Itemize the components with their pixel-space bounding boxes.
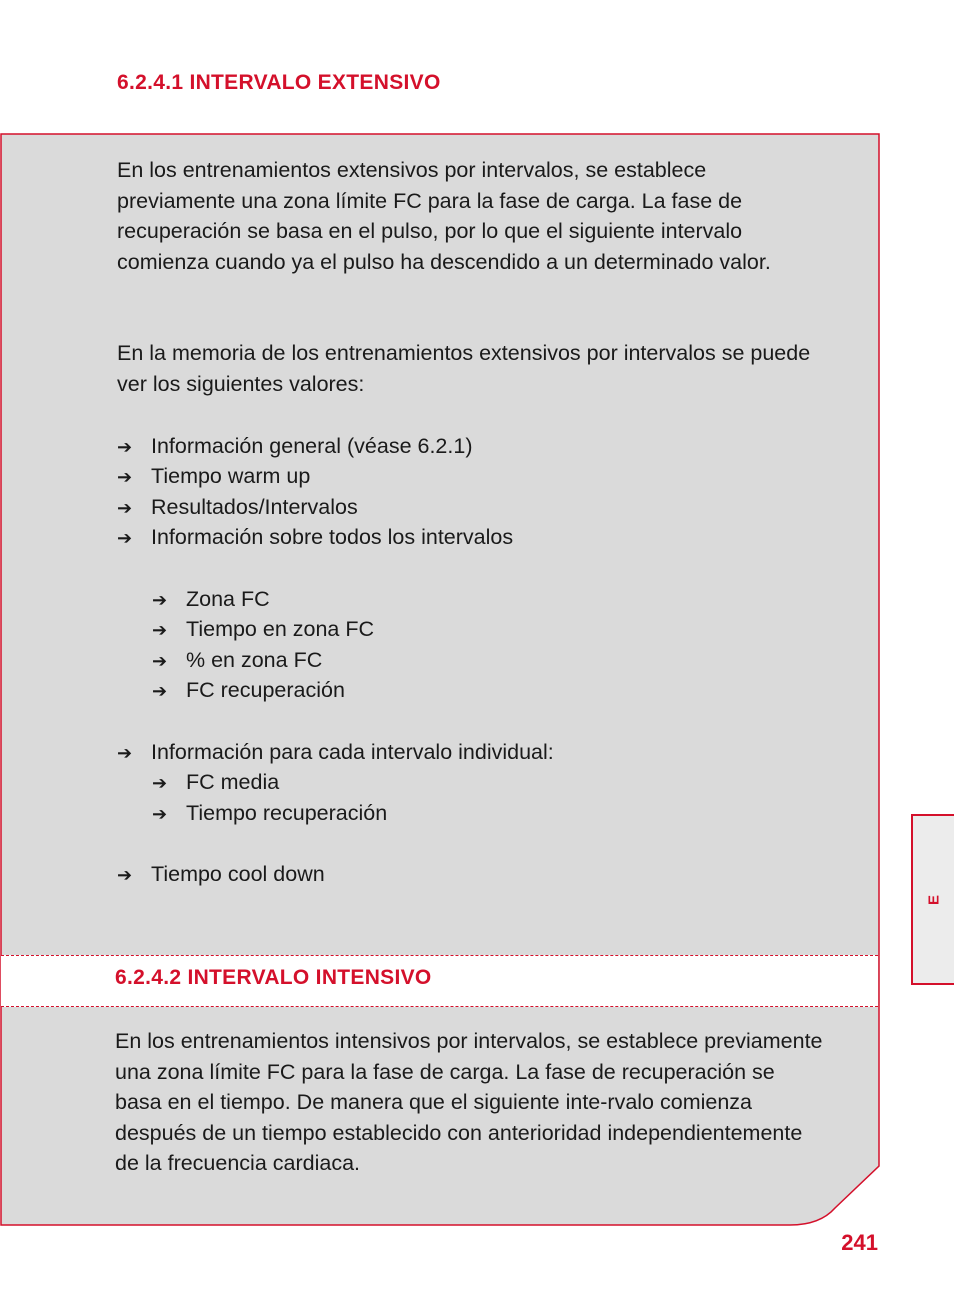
paragraph-intensivo: En los entrenamientos intensivos por intervalos, se establece previamente una zona límite FC para la fase de carga. La fase de recuperación se basa en el tiempo. De manera que el siguiente inte-rvalo comienza después de un tiempo establecido con anterioridad independientemente de la frecuencia cardiaca. xyxy=(115,1029,823,1176)
paragraph-extensivo-intro: En los entrenamientos extensivos por intervalos, se establece previamente una zona límite FC para la fase de carga. La fase de recuperación se basa en el pulso, por lo que el siguiente intervalo comienza cuando ya el pulso ha descendido a un determinado valor. xyxy=(117,158,771,274)
paragraph-extensivo-memory: En la memoria de los entrenamientos extensivos por intervalos se puede ver los siguientes valores: xyxy=(117,341,811,396)
list-item: ➔ Información sobre todos los intervalos xyxy=(117,522,513,553)
sublist-item: ➔ % en zona FC xyxy=(152,645,322,676)
sublist-item: ➔ Zona FC xyxy=(152,584,270,615)
arrow-icon: ➔ xyxy=(117,437,133,457)
arrow-icon: ➔ xyxy=(152,773,168,793)
list-item: ➔ Tiempo cool down xyxy=(117,859,325,890)
arrow-icon: ➔ xyxy=(117,467,133,487)
language-tab-letter: E xyxy=(925,894,942,905)
sublist-item: ➔ Tiempo en zona FC xyxy=(152,614,374,645)
sublist-item: ➔ Tiempo recuperación xyxy=(152,798,387,829)
arrow-icon: ➔ xyxy=(152,651,168,671)
language-tab xyxy=(911,814,954,985)
arrow-icon: ➔ xyxy=(117,528,133,548)
sublist-item: ➔ FC media xyxy=(152,767,279,798)
arrow-icon: ➔ xyxy=(152,620,168,640)
arrow-icon: ➔ xyxy=(152,681,168,701)
arrow-icon: ➔ xyxy=(152,590,168,610)
page-number: 241 xyxy=(841,1230,878,1255)
section-heading-extensivo: 6.2.4.1 INTERVALO EXTENSIVO xyxy=(117,71,441,94)
arrow-icon: ➔ xyxy=(117,743,133,763)
arrow-icon: ➔ xyxy=(117,865,133,885)
section-heading-intensivo: 6.2.4.2 INTERVALO INTENSIVO xyxy=(115,966,432,989)
list-item: ➔ Resultados/Intervalos xyxy=(117,492,358,523)
list-item: ➔ Tiempo warm up xyxy=(117,461,310,492)
list-item: ➔ Información general (véase 6.2.1) xyxy=(117,431,472,462)
arrow-icon: ➔ xyxy=(152,804,168,824)
arrow-icon: ➔ xyxy=(117,498,133,518)
list-item: ➔ Información para cada intervalo individual: xyxy=(117,737,554,768)
sublist-item: ➔ FC recuperación xyxy=(152,675,345,706)
